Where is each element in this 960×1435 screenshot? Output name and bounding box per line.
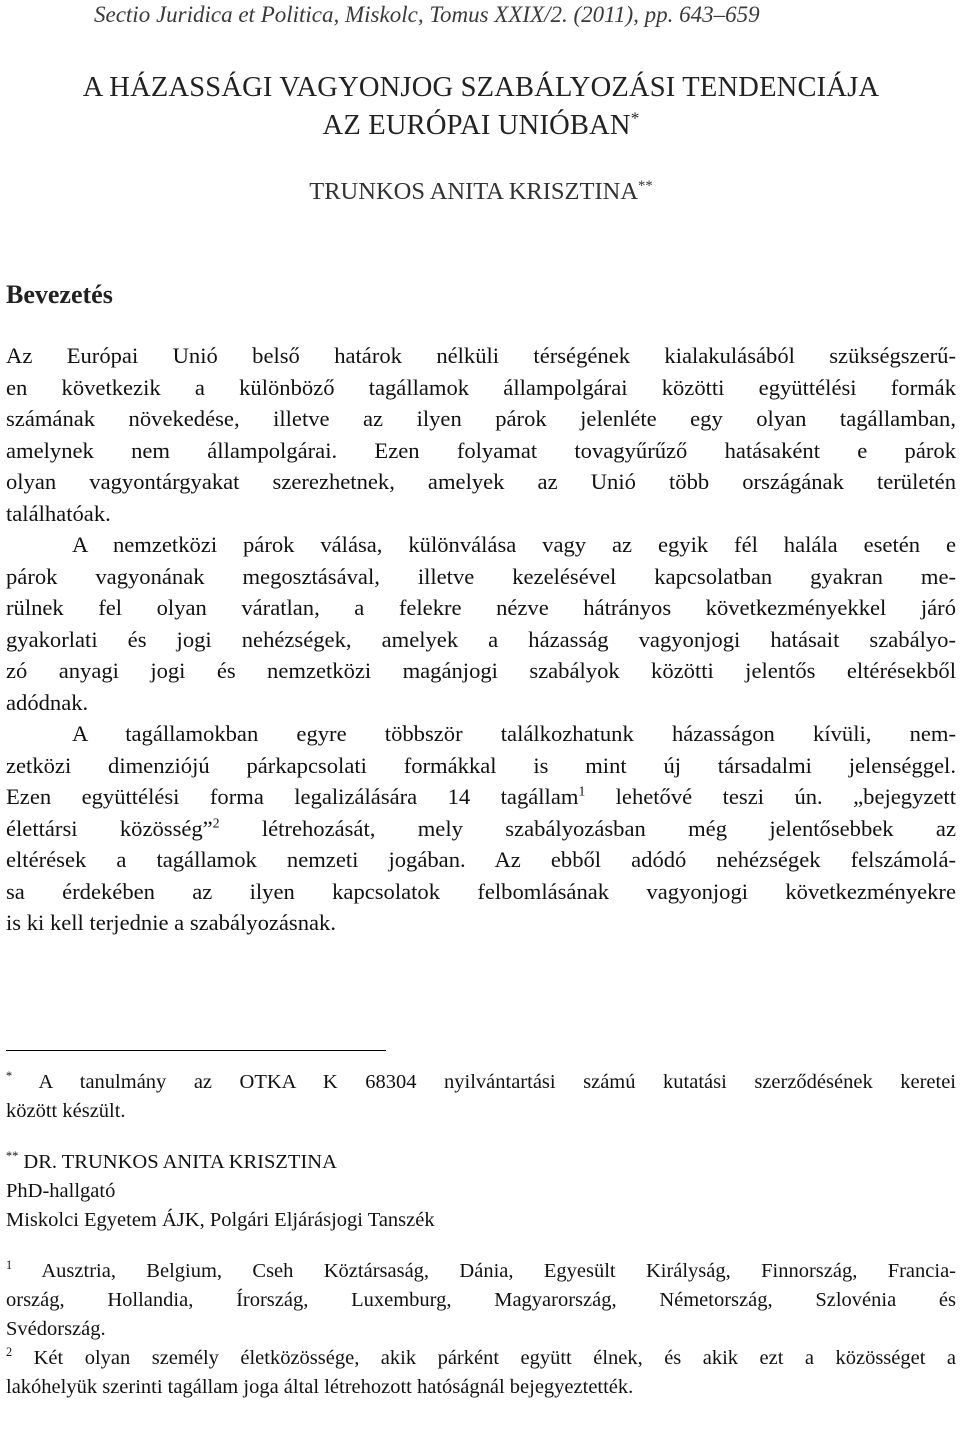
article-title-text: AZ EURÓPAI UNIÓBAN: [322, 110, 631, 141]
article-title-line-2: [6, 110, 956, 142]
footnote-text: A tanulmány az OTKA K 68304 nyilvántartási számú kutatási szerződésének keretei: [12, 1071, 956, 1093]
text-line: A nemzetközi párok válása, különválása vagy az egyik fél halála esetén e: [72, 532, 956, 557]
paragraph-2: [6, 529, 956, 718]
footnote-mark: 2: [6, 1345, 13, 1360]
footnote-line: Miskolci Egyetem ÁJK, Polgári Eljárásjogi Tanszék: [6, 1209, 435, 1231]
footnotes: [6, 1068, 956, 1424]
text-line: olyan vagyontárgyakat szerezhetnek, amelyek az Unió több országának területén: [6, 469, 956, 494]
footnote-1: [6, 1257, 956, 1344]
text-line-with-footnote: [6, 813, 956, 845]
footnote-line: [6, 1148, 956, 1177]
footnote-line: között készült.: [6, 1100, 126, 1122]
footnote-line: lakóhelyük szerinti tagállam joga által létrehozott hatóságnál bejegyeztették.: [6, 1376, 634, 1398]
text-line: A tagállamokban egyre többször találkozhatunk házasságon kívüli, nem-: [72, 721, 956, 746]
body-text: [6, 340, 956, 939]
text-segment: Ezen együttélési forma legalizálására 14 tagállam: [6, 784, 579, 809]
text-segment: lehetővé teszi ún. „bejegyzett: [585, 784, 956, 809]
footnote-text: Két olyan személy életközössége, akik párként együtt élnek, és akik ezt a közösséget a: [12, 1347, 956, 1369]
footnote-ref-1[interactable]: 1: [578, 783, 586, 799]
text-line: gyakorlati és jogi nehézségek, amelyek a házasság vagyonjogi hatásait szabályo-: [6, 626, 956, 652]
author-name: [6, 178, 956, 206]
journal-header: Sectio Juridica et Politica, Miskolc, Tomus XXIX/2. (2011), pp. 643–659: [94, 2, 760, 27]
text-line-with-footnote: [6, 781, 956, 813]
text-line: rülnek fel olyan váratlan, a felekre nézve hátrányos következményekkel járó: [6, 595, 956, 620]
footnote-line: [6, 1257, 956, 1286]
footnote-line: [6, 1068, 956, 1097]
text-segment: létrehozását, mely szabályozásban még jelentősebbek az: [219, 815, 956, 841]
title-footnote-mark[interactable]: *: [630, 108, 640, 128]
text-line: en következik a különböző tagállamok állampolgárai közötti együttélési formák: [6, 374, 956, 400]
text-line: találhatóak.: [6, 500, 111, 526]
text-line: is ki kell terjednie a szabályozásnak.: [6, 910, 336, 935]
footnote-line: PhD-hallgató: [6, 1180, 116, 1202]
text-line: Az Európai Unió belső határok nélküli térségének kialakulásából szükségszerű-: [6, 343, 956, 368]
footnote-double-star: [6, 1148, 956, 1235]
author-footnote-mark[interactable]: **: [638, 177, 653, 194]
text-line: adódnak.: [6, 689, 89, 715]
footnote-text: DR. TRUNKOS ANITA KRISZTINA: [18, 1151, 337, 1173]
text-line: eltérések a tagállamok nemzeti jogában. Az ebből adódó nehézségek felszámolá-: [6, 847, 956, 872]
footnote-star: [6, 1068, 956, 1126]
footnote-ref-2[interactable]: 2: [212, 814, 220, 830]
text-line: számának növekedése, illetve az ilyen párok jelenléte egy olyan tagállamban,: [6, 406, 956, 431]
footnote-text: Ausztria, Belgium, Cseh Köztársaság, Dánia, Egyesült Királyság, Finnország, Francia-: [12, 1260, 956, 1282]
article-title-line-1: A HÁZASSÁGI VAGYONJOG SZABÁLYOZÁSI TENDENCIÁJA: [82, 72, 880, 103]
text-line: sa érdekében az ilyen kapcsolatok felbomlásának vagyonjogi következményekre: [6, 878, 956, 904]
text-line: amelynek nem állampolgárai. Ezen folyamat tovagyűrűző hatásaként e párok: [6, 437, 956, 463]
text-line: párok vagyonának megosztásával, illetve kezelésével kapcsolatban gyakran me-: [6, 563, 956, 589]
footnote-mark: **: [6, 1149, 19, 1164]
text-line: zetközi dimenziójú párkapcsolati formákkal is mint új társadalmi jelenséggel.: [6, 752, 956, 778]
footnote-line: Svédország.: [6, 1318, 106, 1340]
author-text: TRUNKOS ANITA KRISZTINA: [309, 178, 639, 205]
footnote-separator: [6, 1050, 386, 1051]
paragraph-1: [6, 340, 956, 529]
text-segment: élettársi közösség”: [6, 815, 213, 841]
footnote-line: ország, Hollandia, Írország, Luxemburg, Magyarország, Németország, Szlovénia és: [6, 1289, 956, 1311]
section-heading: Bevezetés: [6, 280, 113, 309]
text-line: zó anyagi jogi és nemzetközi magánjogi szabályok közötti jelentős eltérésekből: [6, 658, 956, 683]
paragraph-3: [6, 718, 956, 939]
footnote-mark: *: [6, 1069, 13, 1084]
footnote-mark: 1: [6, 1258, 13, 1273]
footnote-line: [6, 1344, 956, 1373]
footnote-2: [6, 1344, 956, 1402]
